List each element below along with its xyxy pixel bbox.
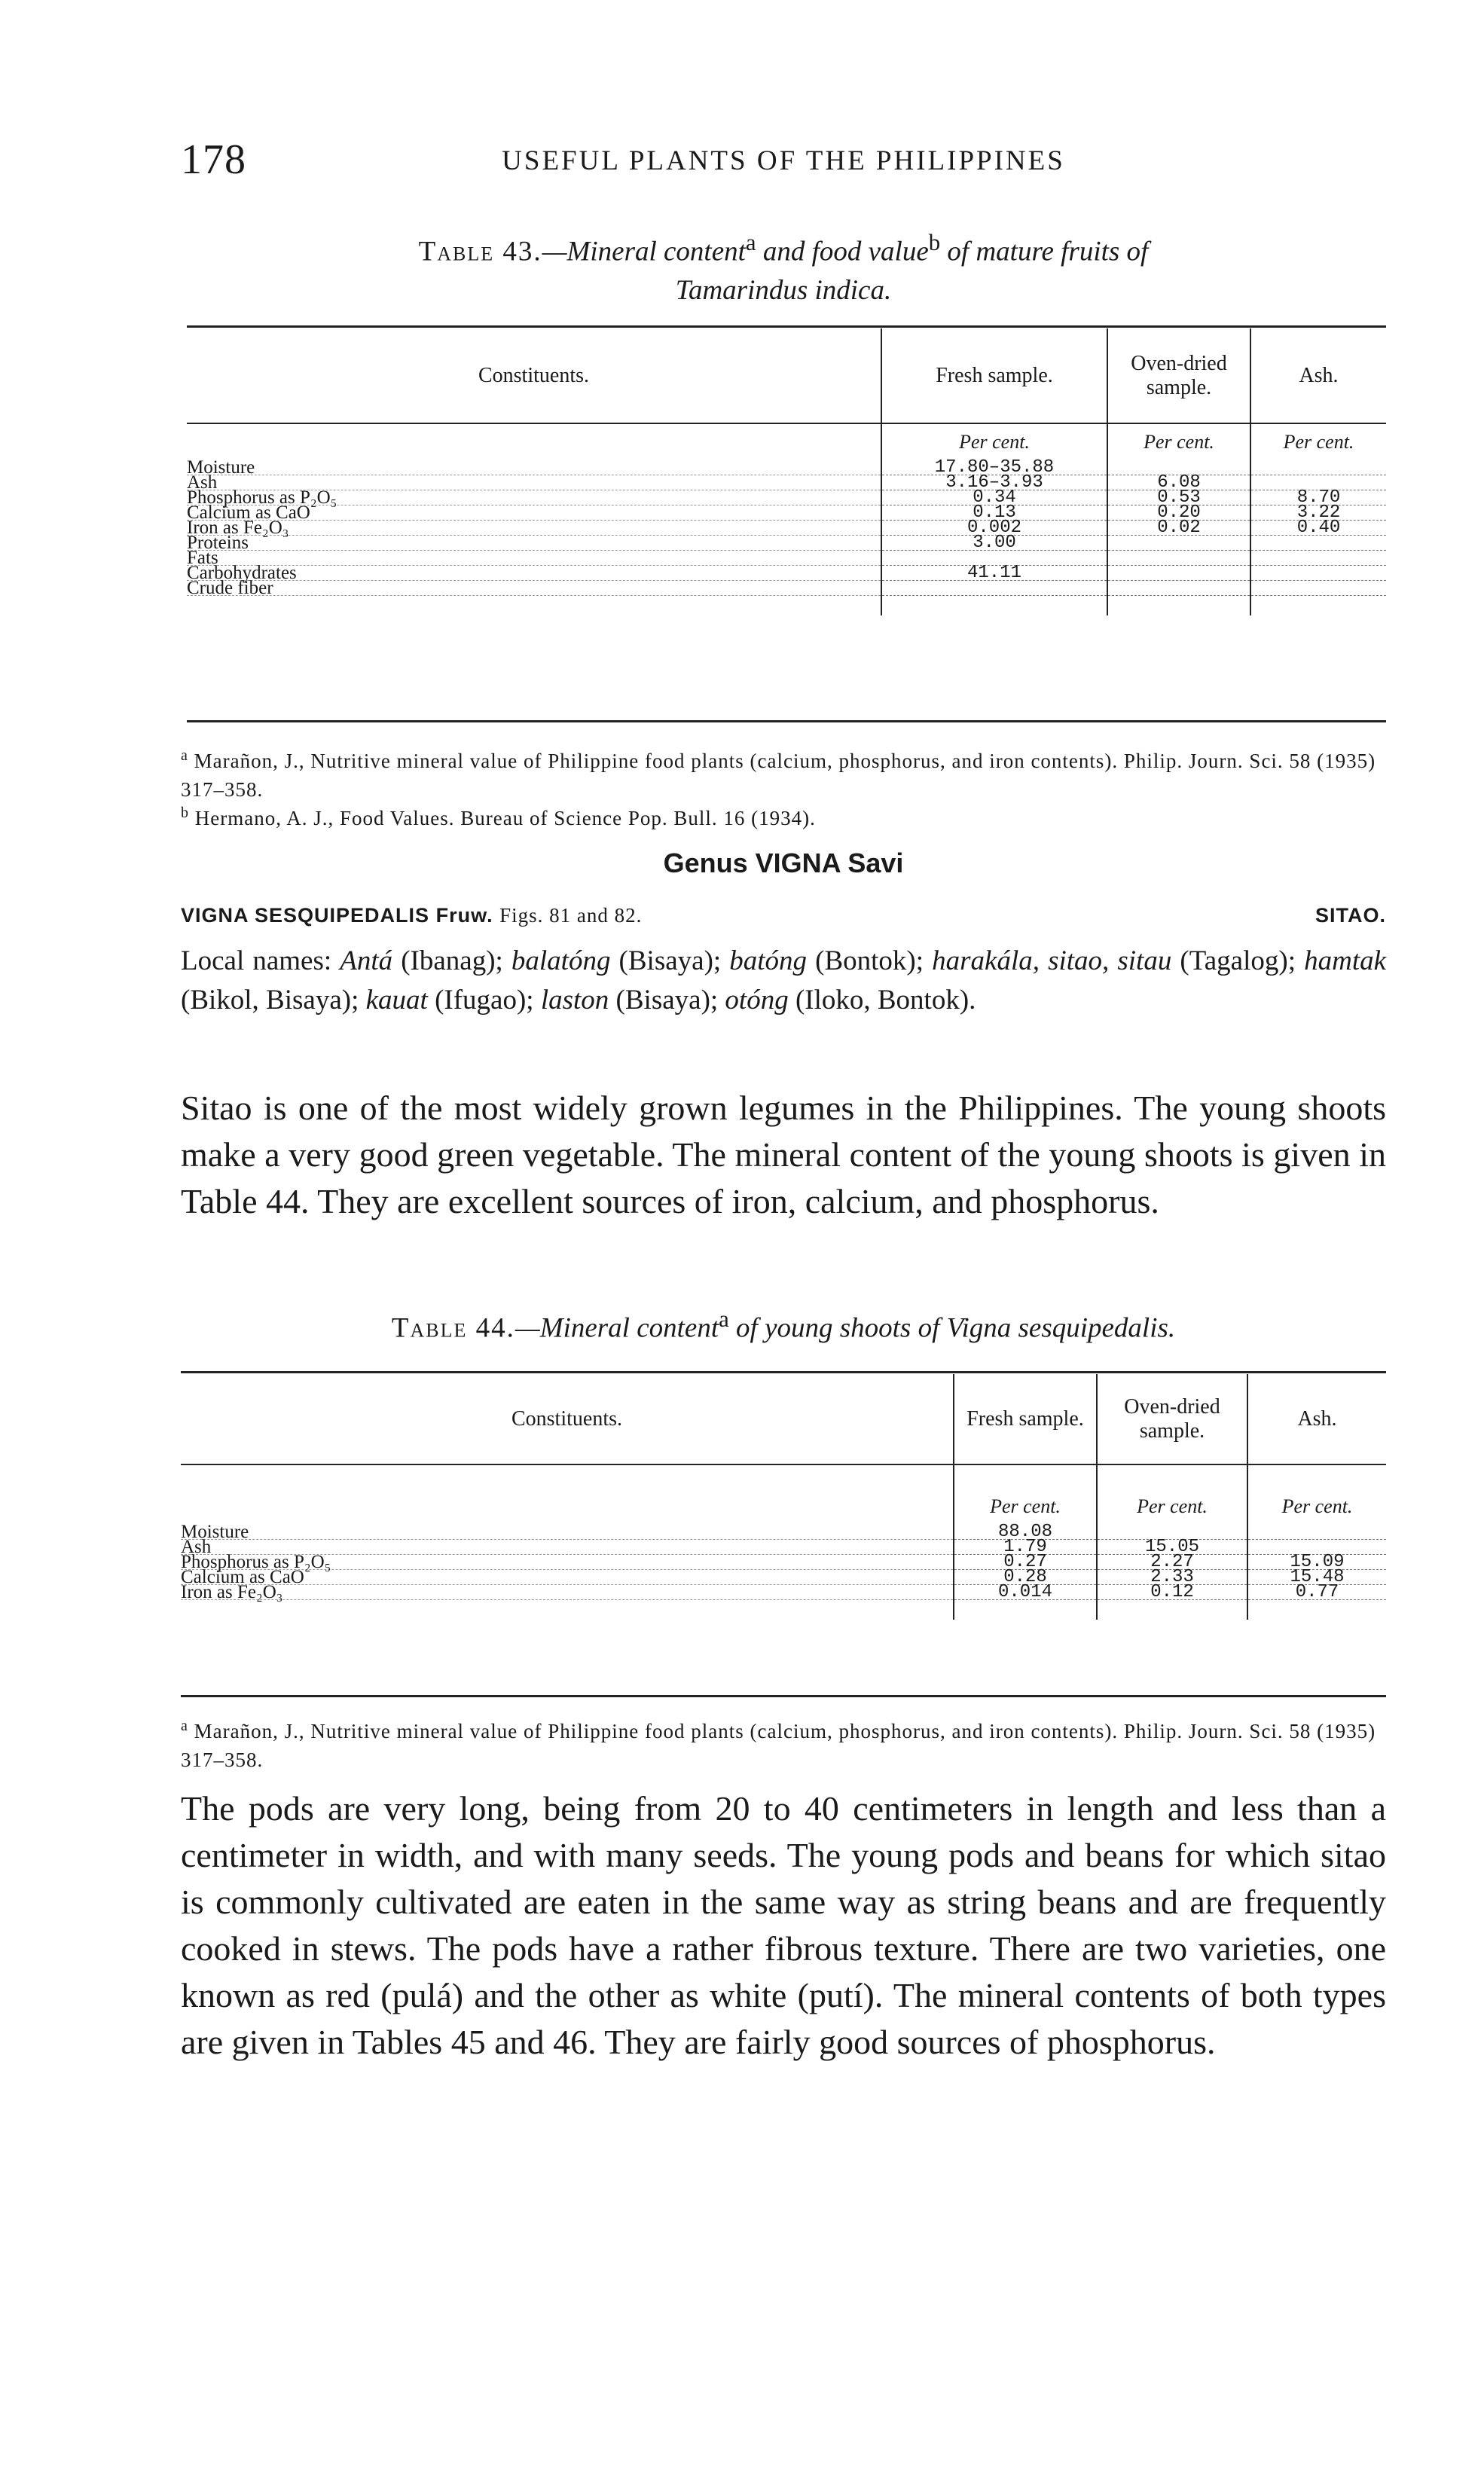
- table-44-unit-ash: Per cent.: [1247, 1464, 1386, 1525]
- table-cell: [1107, 551, 1250, 566]
- local-name: batóng: [729, 945, 808, 976]
- local-names: [181, 942, 1386, 1020]
- figure-reference: Figs. 81 and 82.: [499, 904, 643, 927]
- table-cell: 15.05: [1097, 1540, 1247, 1555]
- table-44-sup-a: a: [719, 1306, 729, 1332]
- table-44-title: —Mineral content: [515, 1312, 719, 1344]
- table-cell: 3.00: [881, 536, 1107, 551]
- local-name: hamtak: [1304, 945, 1387, 976]
- table-cell: 1.79: [954, 1540, 1097, 1555]
- table-cell: 0.34: [881, 490, 1107, 505]
- local-name: otóng: [725, 985, 789, 1015]
- table-43-title: —Mineral content: [542, 236, 746, 267]
- table-cell: [1250, 581, 1386, 596]
- table-cell: 0.13: [881, 505, 1107, 521]
- species-name: VIGNA SESQUIPEDALIS: [181, 904, 430, 927]
- table-cell: Iron as Fe₂O₃: [187, 521, 881, 536]
- local-name-region: (Bisaya);: [615, 985, 719, 1015]
- table-cell: 0.002: [881, 521, 1107, 536]
- table-44-footnote-a: [181, 1712, 1386, 1774]
- table-cell: [1107, 566, 1250, 581]
- footnote-text: Marañon, J., Nutritive mineral value of Philippine food plants (calcium, phosphorus, and iron contents). Philip. Journ. Sci. 58 (1935) 317–358.: [181, 1720, 1376, 1771]
- local-name: kauat: [365, 985, 428, 1015]
- table-cell: 0.27: [954, 1555, 1097, 1570]
- table-cell: 88.08: [954, 1525, 1097, 1540]
- table-43-unit-fresh: Per cent.: [881, 423, 1107, 460]
- table-row: [187, 551, 1386, 566]
- table-cell: Proteins: [187, 536, 881, 551]
- table-cell: Calcium as CaO: [181, 1570, 954, 1585]
- local-name-region: (Iloko, Bontok).: [795, 985, 976, 1015]
- table-cell: 8.70: [1250, 490, 1386, 505]
- table-44-title-tail: of young shoots of Vigna sesquipedalis.: [728, 1312, 1176, 1344]
- table-44-unit-oven: Per cent.: [1097, 1464, 1247, 1525]
- table-43-sup-b: b: [928, 230, 941, 255]
- table-row: [181, 1570, 1386, 1585]
- genus-heading: Genus VIGNA Savi: [663, 848, 904, 878]
- table-44-bottom-rule: [181, 1695, 1386, 1697]
- table-43-footnote-b: [181, 799, 1386, 832]
- table-cell: Phosphorus as P₂O₅: [181, 1555, 954, 1570]
- footnote-mark: b: [181, 805, 189, 821]
- table-cell: 0.12: [1097, 1585, 1247, 1600]
- table-43: [187, 328, 1386, 615]
- common-name: SITAO.: [1315, 904, 1386, 927]
- table-cell: 0.014: [954, 1585, 1097, 1600]
- table-43-col-fresh: Fresh sample.: [881, 328, 1107, 423]
- table-43-bottom-rule: [187, 720, 1386, 722]
- table-43-col-constituents: Constituents.: [187, 328, 881, 423]
- table-cell: Iron as Fe₂O₃: [181, 1585, 954, 1600]
- table-43-sup-a: a: [745, 230, 756, 255]
- table-row: [181, 1540, 1386, 1555]
- table-43-footnote-a: [181, 741, 1386, 804]
- table-row: [187, 475, 1386, 490]
- table-44-col-constituents: Constituents.: [181, 1374, 954, 1464]
- footnote-mark: a: [181, 1718, 188, 1734]
- table-43-caption: [181, 223, 1386, 310]
- table-44-col-oven-dried: Oven-dried sample.: [1097, 1374, 1247, 1464]
- table-cell: Calcium as CaO: [187, 505, 881, 521]
- table-row: [181, 1585, 1386, 1600]
- table-44-col-fresh: Fresh sample.: [954, 1374, 1097, 1464]
- table-cell: Moisture: [181, 1525, 954, 1540]
- table-43-title-mid: and food value: [756, 236, 929, 267]
- table-cell: 0.28: [954, 1570, 1097, 1585]
- table-row: [187, 521, 1386, 536]
- table-43-col-ash: Ash.: [1250, 328, 1386, 423]
- table-cell: Ash: [187, 475, 881, 490]
- table-cell: 0.53: [1107, 490, 1250, 505]
- page-number: 178: [181, 136, 246, 183]
- table-44-col-ash: Ash.: [1247, 1374, 1386, 1464]
- table-44-unit-fresh: Per cent.: [954, 1464, 1097, 1525]
- table-cell: Carbohydrates: [187, 566, 881, 581]
- table-43-title-line2: Tamarindus indica.: [675, 275, 892, 307]
- table-44-caption: [181, 1300, 1386, 1348]
- table-cell: 15.09: [1247, 1555, 1386, 1570]
- local-name-region: (Ibanag);: [401, 945, 503, 976]
- table-row: [187, 460, 1386, 475]
- table-43-unit-ash: Per cent.: [1250, 423, 1386, 460]
- table-cell: [1107, 581, 1250, 596]
- footnote-text: Marañon, J., Nutritive mineral value of Philippine food plants (calcium, phosphorus, and iron contents). Philip. Journ. Sci. 58 (1935) 317–358.: [181, 750, 1376, 801]
- table-44-label: Table 44.: [391, 1312, 515, 1344]
- local-name: balatóng: [511, 945, 611, 976]
- paragraph-sitao-pods: The pods are very long, being from 20 to 40 centimeters in length and less than a centimeter in width, and with many seeds. The young pods and beans for which sitao is commonly cultivated are eaten in the same way as string beans and are frequently cooked in stews. The pods have a rather fibrous texture. There are two varieties, one known as red (pulá) and the other as white (putí). The mineral contents of both types are given in Tables 45 and 46. They are fairly good sources of phosphorus.: [181, 1789, 1386, 2061]
- species-line: [181, 904, 1386, 927]
- table-cell: 3.22: [1250, 505, 1386, 521]
- table-cell: 2.27: [1097, 1555, 1247, 1570]
- table-44-unit-blank: [181, 1464, 954, 1525]
- table-cell: Fats: [187, 551, 881, 566]
- paragraph-sitao-intro: Sitao is one of the most widely grown legumes in the Philippines. The young shoots make a very good green vegetable. The mineral content of the young shoots is given in Table 44. They are excellent sources of iron, calcium, and phosphorus.: [181, 1089, 1386, 1220]
- running-title: USEFUL PLANTS OF THE PHILIPPINES: [502, 145, 1065, 176]
- table-row: [181, 1525, 1386, 1540]
- local-name-region: (Bikol, Bisaya);: [181, 985, 359, 1015]
- table-44: [181, 1374, 1386, 1620]
- local-name: Antá: [340, 945, 393, 976]
- table-43-label: Table 43.: [418, 236, 542, 267]
- table-row: [181, 1555, 1386, 1570]
- table-cell: Ash: [181, 1540, 954, 1555]
- table-43-col-oven-dried: Oven-dried sample.: [1107, 328, 1250, 423]
- table-cell: 41.11: [881, 566, 1107, 581]
- table-cell: 17.80–35.88: [881, 460, 1107, 475]
- table-cell: 0.02: [1107, 521, 1250, 536]
- table-cell: [1250, 551, 1386, 566]
- table-43-title-tail: of mature fruits of: [940, 236, 1149, 267]
- table-cell: Moisture: [187, 460, 881, 475]
- table-row: [187, 566, 1386, 581]
- table-43-top-rule: [187, 325, 1386, 328]
- table-43-unit-oven: Per cent.: [1107, 423, 1250, 460]
- table-row: [187, 505, 1386, 521]
- species-author: Fruw.: [435, 904, 493, 927]
- local-name-region: (Ifugao);: [435, 985, 534, 1015]
- table-row: [187, 536, 1386, 551]
- table-cell: [1250, 566, 1386, 581]
- table-cell: 2.33: [1097, 1570, 1247, 1585]
- local-names-label: Local names:: [181, 945, 332, 976]
- local-name-region: (Tagalog);: [1180, 945, 1296, 976]
- table-cell: Crude fiber: [187, 581, 881, 596]
- footnote-text: Hermano, A. J., Food Values. Bureau of Science Pop. Bull. 16 (1934).: [194, 807, 816, 829]
- table-cell: Phosphorus as P₂O₅: [187, 490, 881, 505]
- local-name: laston: [540, 985, 609, 1015]
- table-cell: 0.20: [1107, 505, 1250, 521]
- local-name-region: (Bisaya);: [618, 945, 722, 976]
- table-cell: [1247, 1525, 1386, 1540]
- table-43-unit-blank: [187, 423, 881, 460]
- table-row: [187, 581, 1386, 596]
- footnote-mark: a: [181, 747, 188, 764]
- table-cell: 0.77: [1247, 1585, 1386, 1600]
- table-cell: 15.48: [1247, 1570, 1386, 1585]
- table-44-top-rule: [181, 1371, 1386, 1373]
- table-cell: 6.08: [1107, 475, 1250, 490]
- local-name-region: (Bontok);: [815, 945, 924, 976]
- local-name: harakála, sitao, sitau: [932, 945, 1172, 976]
- running-header: [181, 136, 1386, 188]
- table-cell: 3.16–3.93: [881, 475, 1107, 490]
- table-cell: 0.40: [1250, 521, 1386, 536]
- table-cell: [1250, 460, 1386, 475]
- table-row: [187, 490, 1386, 505]
